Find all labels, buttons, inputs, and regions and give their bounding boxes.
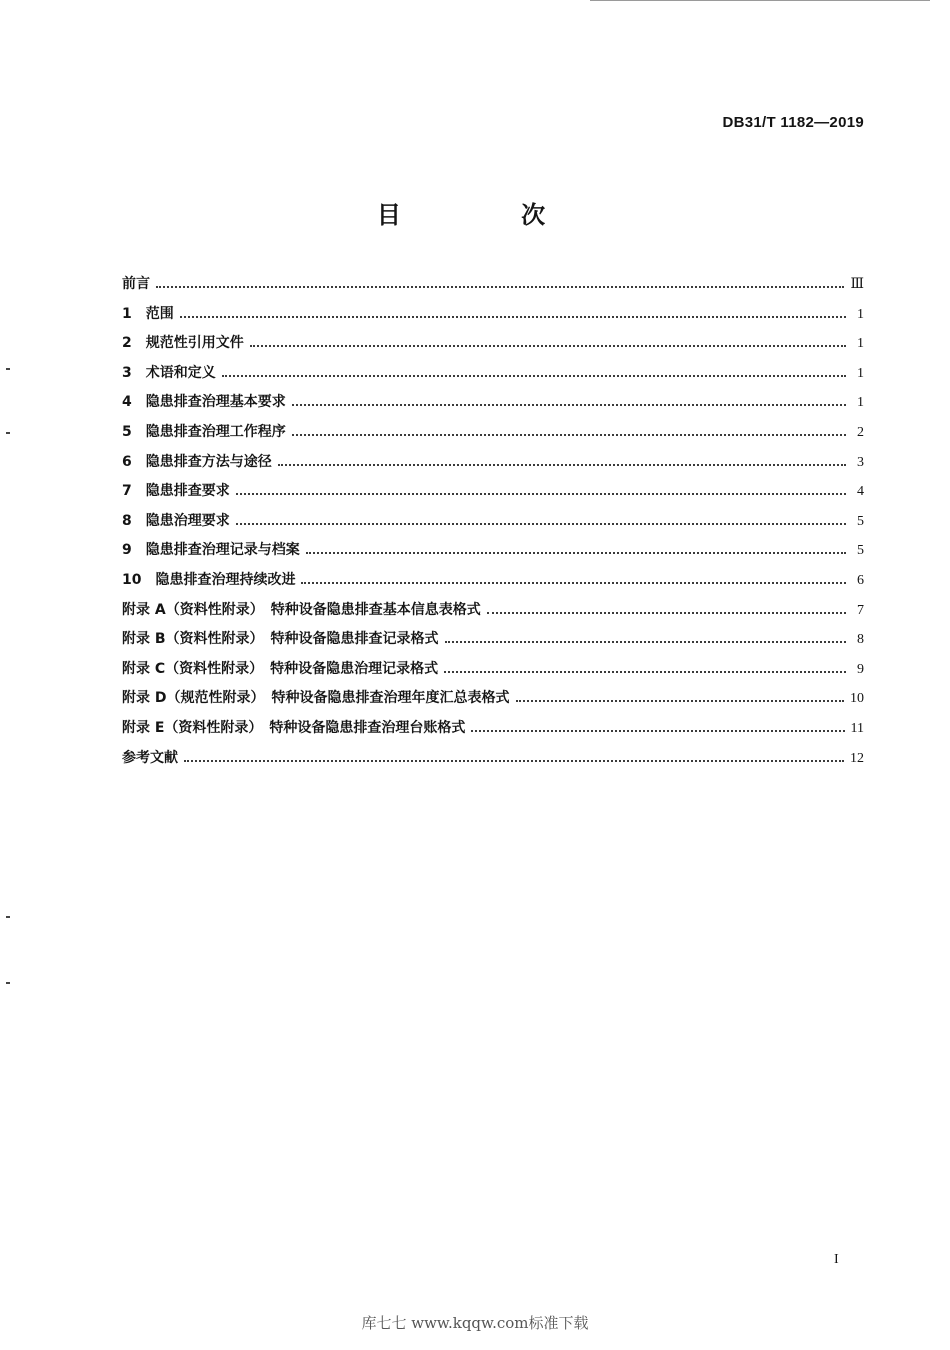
toc-entry-page: 7 (857, 602, 864, 618)
toc-entry-label: 7 隐患排查要求 (122, 483, 230, 500)
toc-entry[interactable] (122, 569, 864, 599)
toc-entry-page: 9 (857, 661, 864, 677)
toc-entry-label: 6 隐患排查方法与途径 (122, 453, 272, 470)
toc-entry-label: 附录 C（资料性附录） 特种设备隐患治理记录格式 (122, 660, 439, 677)
toc-leader-dots (301, 582, 846, 584)
toc-entry-label: 5 隐患排查治理工作程序 (122, 423, 286, 440)
toc-entry[interactable] (122, 421, 864, 451)
toc-leader-dots (306, 552, 846, 554)
toc-entry-label: 1 范围 (122, 305, 174, 322)
toc-entry-label: 参考文献 (122, 749, 178, 766)
toc-leader-dots (156, 286, 844, 288)
toc-leader-dots (292, 434, 846, 436)
toc-leader-dots (516, 700, 845, 702)
page-number: I (834, 1252, 839, 1267)
toc-entry-label: 9 隐患排查治理记录与档案 (122, 542, 300, 559)
toc-entry-label: 前言 (122, 276, 150, 292)
toc-entry[interactable] (122, 599, 864, 629)
toc-leader-dots (471, 730, 844, 732)
toc-entry-label: 附录 B（资料性附录） 特种设备隐患排查记录格式 (122, 631, 439, 648)
toc-entry-label: 附录 A（资料性附录） 特种设备隐患排查基本信息表格式 (122, 601, 481, 618)
toc-entry[interactable] (122, 717, 864, 747)
toc-entry-page: 3 (857, 454, 864, 470)
toc-entry-label: 4 隐患排查治理基本要求 (122, 394, 286, 411)
toc-entry[interactable] (122, 273, 864, 303)
scan-margin-mark (6, 916, 10, 918)
toc-entry-page: 8 (857, 632, 864, 648)
toc-entry-page: 12 (850, 750, 864, 766)
toc-entry[interactable] (122, 303, 864, 333)
table-of-contents (122, 273, 864, 776)
toc-entry-page: Ⅲ (850, 277, 864, 292)
toc-leader-dots (236, 523, 846, 525)
toc-entry-page: 4 (857, 484, 864, 500)
scan-margin-mark (6, 432, 10, 434)
toc-leader-dots (292, 404, 846, 406)
toc-entry-page: 6 (857, 572, 864, 588)
toc-entry[interactable] (122, 480, 864, 510)
toc-entry-page: 1 (857, 336, 864, 352)
toc-entry-page: 11 (850, 720, 864, 736)
toc-leader-dots (278, 464, 846, 466)
toc-leader-dots (236, 493, 846, 495)
toc-entry[interactable] (122, 362, 864, 392)
toc-title: 目 次 (376, 201, 602, 229)
toc-entry-label: 附录 D（规范性附录） 特种设备隐患排查治理年度汇总表格式 (122, 690, 510, 707)
toc-entry-page: 1 (857, 395, 864, 411)
scan-margin-mark (6, 368, 10, 370)
toc-leader-dots (445, 641, 846, 643)
toc-entry-label: 3 术语和定义 (122, 364, 216, 381)
toc-leader-dots (222, 375, 846, 377)
toc-entry-page: 5 (857, 543, 864, 559)
toc-entry[interactable] (122, 510, 864, 540)
toc-leader-dots (180, 316, 846, 318)
toc-entry-page: 1 (857, 306, 864, 322)
standard-number: DB31/T 1182—2019 (722, 114, 864, 131)
toc-entry-page: 2 (857, 424, 864, 440)
toc-entry[interactable] (122, 658, 864, 688)
toc-leader-dots (444, 671, 846, 673)
toc-entry-label: 8 隐患治理要求 (122, 512, 230, 529)
scan-margin-mark (6, 982, 10, 984)
toc-leader-dots (250, 345, 846, 347)
toc-entry-page: 10 (850, 691, 864, 707)
toc-entry-page: 1 (857, 365, 864, 381)
toc-entry[interactable] (122, 391, 864, 421)
toc-leader-dots (184, 760, 844, 762)
toc-leader-dots (487, 612, 846, 614)
download-watermark: 库七七 www.kqqw.com标准下载 (361, 1314, 589, 1332)
toc-entry[interactable] (122, 451, 864, 481)
toc-entry-label: 2 规范性引用文件 (122, 335, 244, 352)
toc-entry-label: 附录 E（资料性附录） 特种设备隐患排查治理台账格式 (122, 719, 466, 736)
toc-entry[interactable] (122, 332, 864, 362)
top-border-rule (590, 0, 930, 1)
toc-entry[interactable] (122, 687, 864, 717)
toc-entry-page: 5 (857, 513, 864, 529)
toc-entry-label: 10 隐患排查治理持续改进 (122, 571, 296, 588)
toc-entry[interactable] (122, 628, 864, 658)
toc-entry[interactable] (122, 539, 864, 569)
toc-entry[interactable] (122, 747, 864, 777)
